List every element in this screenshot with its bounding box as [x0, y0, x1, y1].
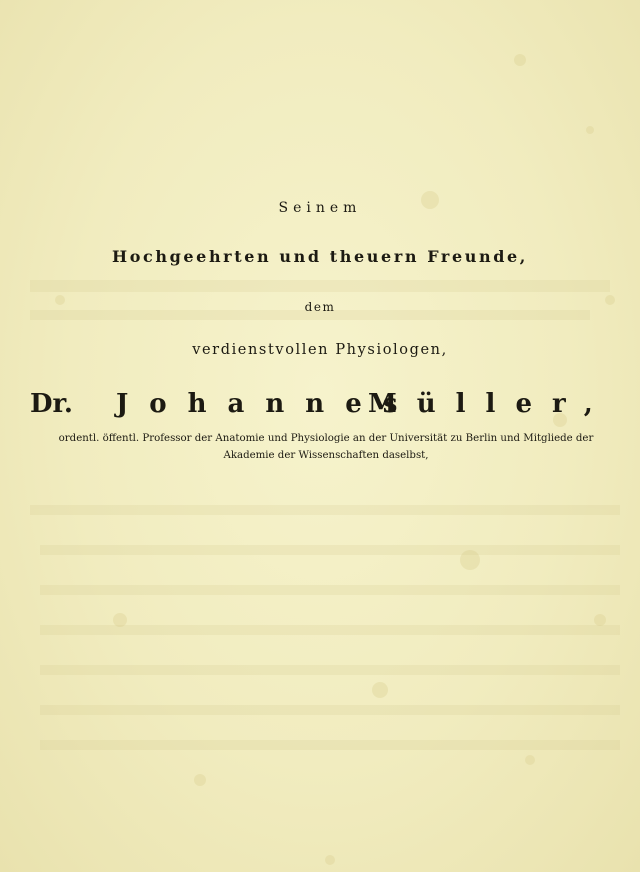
- dedicatee-name: [30, 389, 612, 419]
- dedication-line-friend: Hochgeehrten und theuern Freunde,: [112, 247, 528, 266]
- name-first: Johannes: [116, 389, 419, 419]
- affiliation-line-2: Akademie der Wissenschaften daselbst,: [223, 450, 429, 461]
- dedication-line-dem: dem: [304, 300, 336, 314]
- dedicatee-affiliation: [46, 430, 606, 464]
- name-last: Müller,: [368, 389, 613, 419]
- name-title: Dr.: [30, 389, 73, 419]
- dedication-line-seinem: Seinem: [278, 200, 362, 216]
- affiliation-line-1: ordentl. öffentl. Professor der Anatomie und Physiologie an der Universität zu Berlin und Mitgliede der: [58, 433, 594, 444]
- dedication-line-physiologist: verdienstvollen Physiologen,: [192, 342, 448, 358]
